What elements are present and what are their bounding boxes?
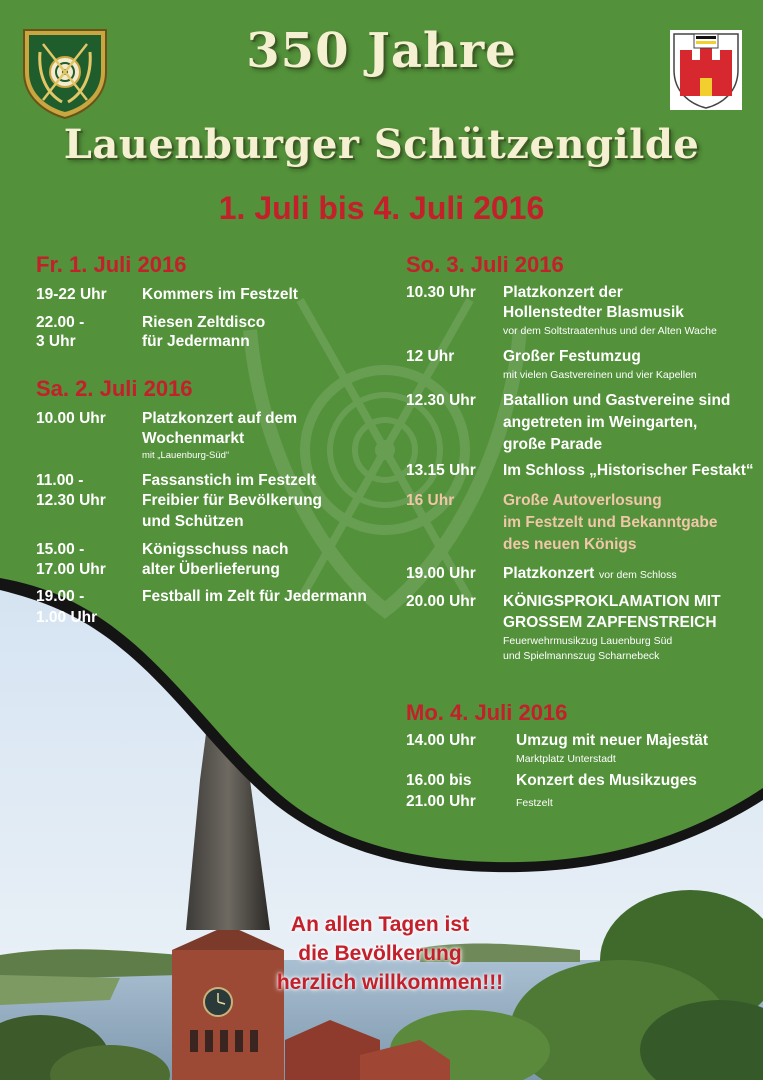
schedule-time: 22.00 -: [36, 314, 85, 331]
schedule-title: Kommers im Festzelt: [142, 286, 298, 303]
schedule-title: Riesen Zeltdisco: [142, 314, 266, 331]
event-dates: 1. Juli bis 4. Juli 2016: [218, 190, 545, 226]
schedule-subtitle: Feuerwehrmusikzug Lauenburg Süd: [503, 635, 673, 647]
schedule-time: 20.00 Uhr: [406, 593, 476, 610]
schedule-time: 15.00 -: [36, 541, 85, 558]
schedule-title: Wochenmarkt: [142, 430, 245, 447]
schedule-title: KÖNIGSPROKLAMATION MIT: [503, 593, 721, 610]
title-line-2: Lauenburger Schützengilde: [63, 121, 700, 168]
schedule-time-highlight: 16 Uhr: [406, 492, 455, 509]
schedule-title: Freibier für Bevölkerung: [142, 492, 323, 509]
schedule-subtitle: mit „Lauenburg-Süd“: [142, 450, 230, 461]
schedule-subtitle: Marktplatz Unterstadt: [516, 753, 616, 765]
schedule-time: 14.00 Uhr: [406, 732, 476, 749]
schedule-subtitle: vor dem Schloss: [599, 569, 677, 581]
sunday-heading: So. 3. Juli 2016: [406, 252, 564, 277]
welcome-line-1: An allen Tagen ist: [290, 913, 470, 936]
schedule-time: 19-22 Uhr: [36, 286, 107, 303]
schedule-time: 11.00 -: [36, 472, 84, 489]
schedule-title-highlight: Große Autoverlosung: [503, 492, 662, 509]
schedule-time: 16.00 bis: [406, 772, 472, 789]
saturday-heading: Sa. 2. Juli 2016: [36, 376, 193, 401]
schedule-title-highlight: im Festzelt und Bekanntgabe: [503, 514, 718, 531]
schedule-title: alter Überlieferung: [142, 561, 280, 578]
friday-heading: Fr. 1. Juli 2016: [36, 252, 187, 277]
schedule-title: Fassanstich im Festzelt: [142, 472, 317, 489]
schedule-subtitle: vor dem Soltstraatenhus und der Alten Wache: [503, 325, 717, 337]
monday-heading: Mo. 4. Juli 2016: [406, 700, 568, 725]
welcome-line-3: herzlich willkommen!!!: [276, 971, 504, 994]
schedule-time: 12.30 Uhr: [36, 492, 106, 509]
schedule-title: Platzkonzert: [503, 565, 595, 582]
schedule-title: große Parade: [503, 436, 603, 453]
schedule-title: Festball im Zelt für Jedermann: [142, 588, 367, 605]
schedule-subtitle: Festzelt: [516, 797, 553, 809]
schedule-title: Platzkonzert auf dem: [142, 410, 298, 427]
schedule-time: 12 Uhr: [406, 348, 455, 365]
schedule-subtitle: und Spielmannszug Scharnebeck: [503, 650, 660, 662]
schedule-time: 17.00 Uhr: [36, 561, 106, 578]
schedule-time: 3 Uhr: [36, 333, 76, 350]
schedule-time: 10.00 Uhr: [36, 410, 106, 427]
schedule-time: 10.30 Uhr: [406, 284, 476, 301]
schedule-title: Großer Festumzug: [503, 348, 641, 365]
title-line-1: 350 Jahre: [246, 23, 517, 79]
schedule-subtitle: mit vielen Gastvereinen und vier Kapellen: [503, 369, 697, 381]
schedule-title: Konzert des Musikzuges: [516, 772, 697, 789]
schedule-title: Hollenstedter Blasmusik: [503, 304, 684, 321]
schedule-title: Königsschuss nach: [142, 541, 289, 558]
schedule-title: und Schützen: [142, 513, 244, 530]
schedule-title: Im Schloss „Historischer Festakt“: [503, 462, 754, 479]
schedule-title: Platzkonzert der: [503, 284, 623, 301]
schedule-title-highlight: des neuen Königs: [503, 536, 637, 553]
schedule-time: 12.30 Uhr: [406, 392, 476, 409]
schedule-title: GROSSEM ZAPFENSTREICH: [503, 614, 717, 631]
schedule-title: für Jedermann: [142, 333, 250, 350]
schedule-title: Umzug mit neuer Majestät: [516, 732, 709, 749]
schedule-time: 13.15 Uhr: [406, 462, 476, 479]
schedule-time: 19.00 -: [36, 588, 85, 605]
schedule-time: 21.00 Uhr: [406, 793, 476, 810]
schedule-time: 19.00 Uhr: [406, 565, 476, 582]
schedule-time: 1.00 Uhr: [36, 609, 98, 626]
schedule-title: Batallion und Gastvereine sind: [503, 392, 731, 409]
schedule-title: angetreten im Weingarten,: [503, 414, 698, 431]
welcome-line-2: die Bevölkerung: [298, 942, 462, 965]
